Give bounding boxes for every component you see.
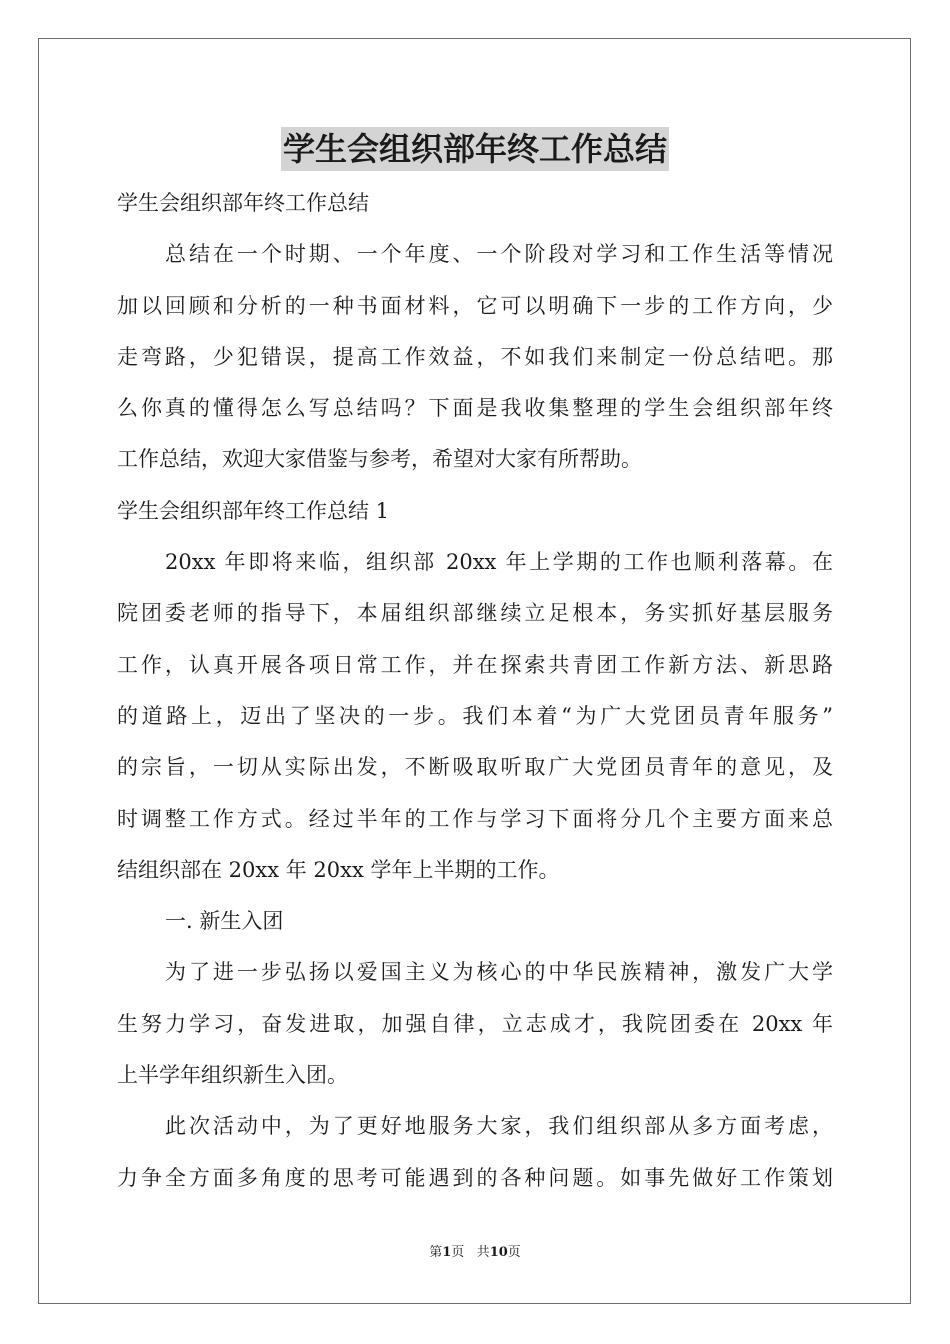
footer-total-pages: 10: [489, 1245, 508, 1260]
body-line: 学生会组织部年终工作总结: [117, 191, 369, 215]
footer-page-prefix: 第: [429, 1245, 443, 1260]
body-line: 工作总结，欢迎大家借鉴与参考，希望对大家有所帮助。: [117, 447, 642, 472]
document-body: [117, 178, 833, 1204]
body-line: 此次活动中，为了更好地服务大家，我们组织部从多方面考虑，: [165, 1114, 833, 1139]
page-footer: [0, 1244, 950, 1262]
document-title: 学生会组织部年终工作总结: [281, 127, 669, 171]
body-line: 工作，认真开展各项日常工作，并在探索共青团工作新方法、新思路: [117, 652, 833, 677]
body-line: 20xx 年即将来临，组织部 20xx 年上学期的工作也顺利落幕。在: [165, 550, 833, 575]
body-line: 结组织部在 20xx 年 20xx 学年上半期的工作。: [117, 857, 560, 882]
body-line: 走弯路，少犯错误，提高工作效益，不如我们来制定一份总结吧。那: [117, 344, 833, 369]
footer-total-prefix: 共: [476, 1245, 490, 1260]
footer-page-suffix: 页: [451, 1245, 465, 1260]
section-heading: 学生会组织部年终工作总结 1: [117, 498, 390, 523]
body-line: 上半学年组织新生入团。: [117, 1063, 348, 1088]
body-line: 么你真的懂得怎么写总结吗？下面是我收集整理的学生会组织部年终: [117, 396, 833, 421]
body-line: 总结在一个时期、一个年度、一个阶段对学习和工作生活等情况: [165, 242, 833, 267]
body-line: 为了进一步弘扬以爱国主义为核心的中华民族精神，激发广大学: [165, 960, 833, 985]
body-line: 力争全方面多角度的思考可能遇到的各种问题。如事先做好工作策划: [117, 1165, 833, 1190]
body-line: 的道路上，迈出了坚决的一步。我们本着“为广大党团员青年服务”: [117, 703, 833, 728]
body-line: 生努力学习，奋发进取，加强自律，立志成才，我院团委在 20xx 年: [117, 1011, 833, 1036]
title-container: [0, 127, 950, 171]
body-line: 加以回顾和分析的一种书面材料，它可以明确下一步的工作方向，少: [117, 293, 833, 318]
body-line: 时调整工作方式。经过半年的工作与学习下面将分几个主要方面来总: [117, 806, 833, 831]
footer-page-number: 1: [442, 1245, 452, 1260]
footer-total-suffix: 页: [507, 1245, 521, 1260]
body-line: 的宗旨，一切从实际出发，不断吸取听取广大党团员青年的意见，及: [117, 755, 833, 780]
body-line: 院团委老师的指导下，本届组织部继续立足根本，务实抓好基层服务: [117, 601, 833, 626]
subsection-heading: 一. 新生入团: [165, 909, 284, 934]
